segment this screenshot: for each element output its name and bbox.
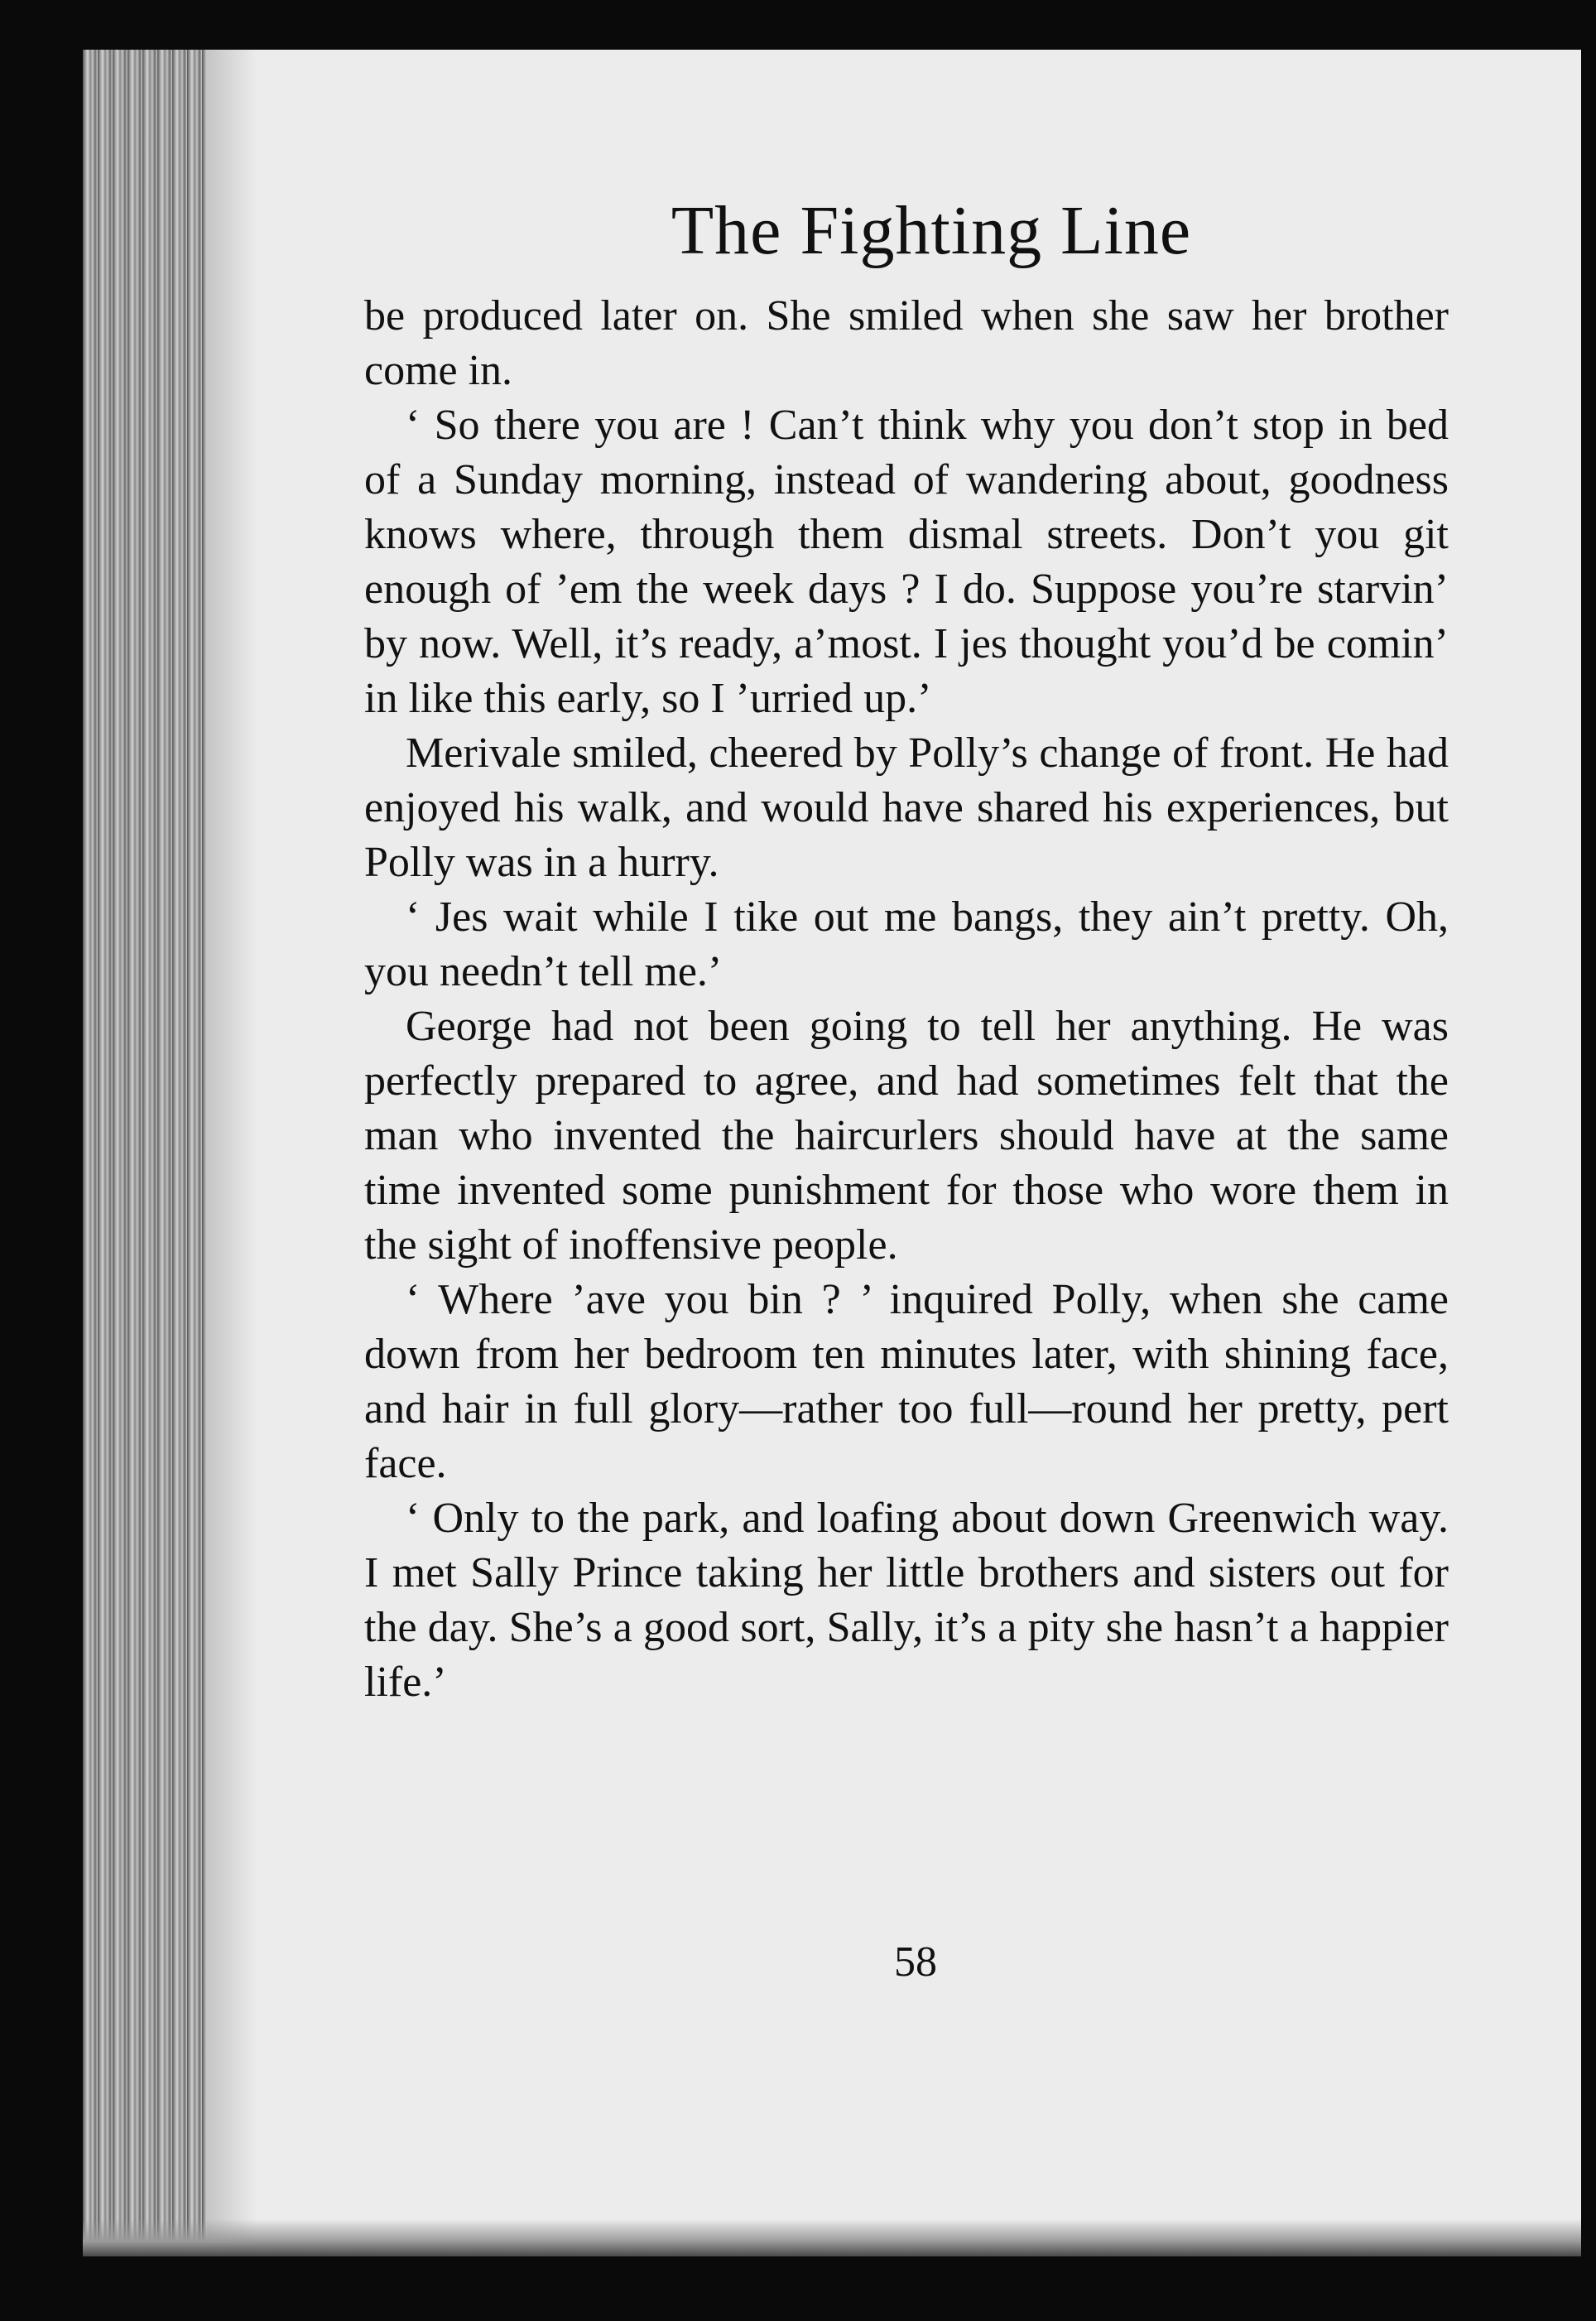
page-binding-edge	[83, 50, 207, 2256]
paragraph-4: ‘ Jes wait while I tike out me bangs, they ain’t pretty. Oh, you needn’t tell me.’	[364, 893, 1449, 995]
page-bottom-edge	[83, 2219, 1581, 2256]
paragraph-6: ‘ Where ’ave you bin ? ’ inquired Polly, when she came down from her bedroom ten minutes later, with shining face, and hair in full glory—rather too full—round her pretty, pert face.	[364, 1276, 1449, 1487]
paragraph-2: ‘ So there you are ! Can’t think why you don’t stop in bed of a Sunday morning, instead of wandering about, goodness knows where, through them dismal streets. Don’t you git enough of ’em the week days ? I do. Suppose you’re starvin’ by now. Well, it’s ready, a’most. I jes thought you’d be comin’ in like this early, so I ’urried up.’	[364, 402, 1449, 722]
page-number: 58	[894, 1938, 937, 1986]
page-text-block	[364, 190, 1449, 1710]
running-head: The Fighting Line	[671, 192, 1192, 269]
binding-shadow	[207, 50, 257, 2256]
paragraph-7: ‘ Only to the park, and loafing about down Greenwich way. I met Sally Prince taking her little brothers and sisters out for the day. She’s a good sort, Sally, it’s a pity she hasn’t a happier life.’	[364, 1495, 1449, 1706]
paragraph-5: George had not been going to tell her anything. He was perfectly prepared to agree, and had sometimes felt that the man who invented the haircurlers should have at the same time invented some punishment for those who wore them in the sight of inoffensive people.	[364, 1003, 1449, 1269]
paragraph-1: be produced later on. She smiled when she saw her brother come in.	[364, 292, 1449, 394]
paragraph-3: Merivale smiled, cheered by Polly’s change of front. He had enjoyed his walk, and would have shared his experiences, but Polly was in a hurry.	[364, 730, 1449, 886]
